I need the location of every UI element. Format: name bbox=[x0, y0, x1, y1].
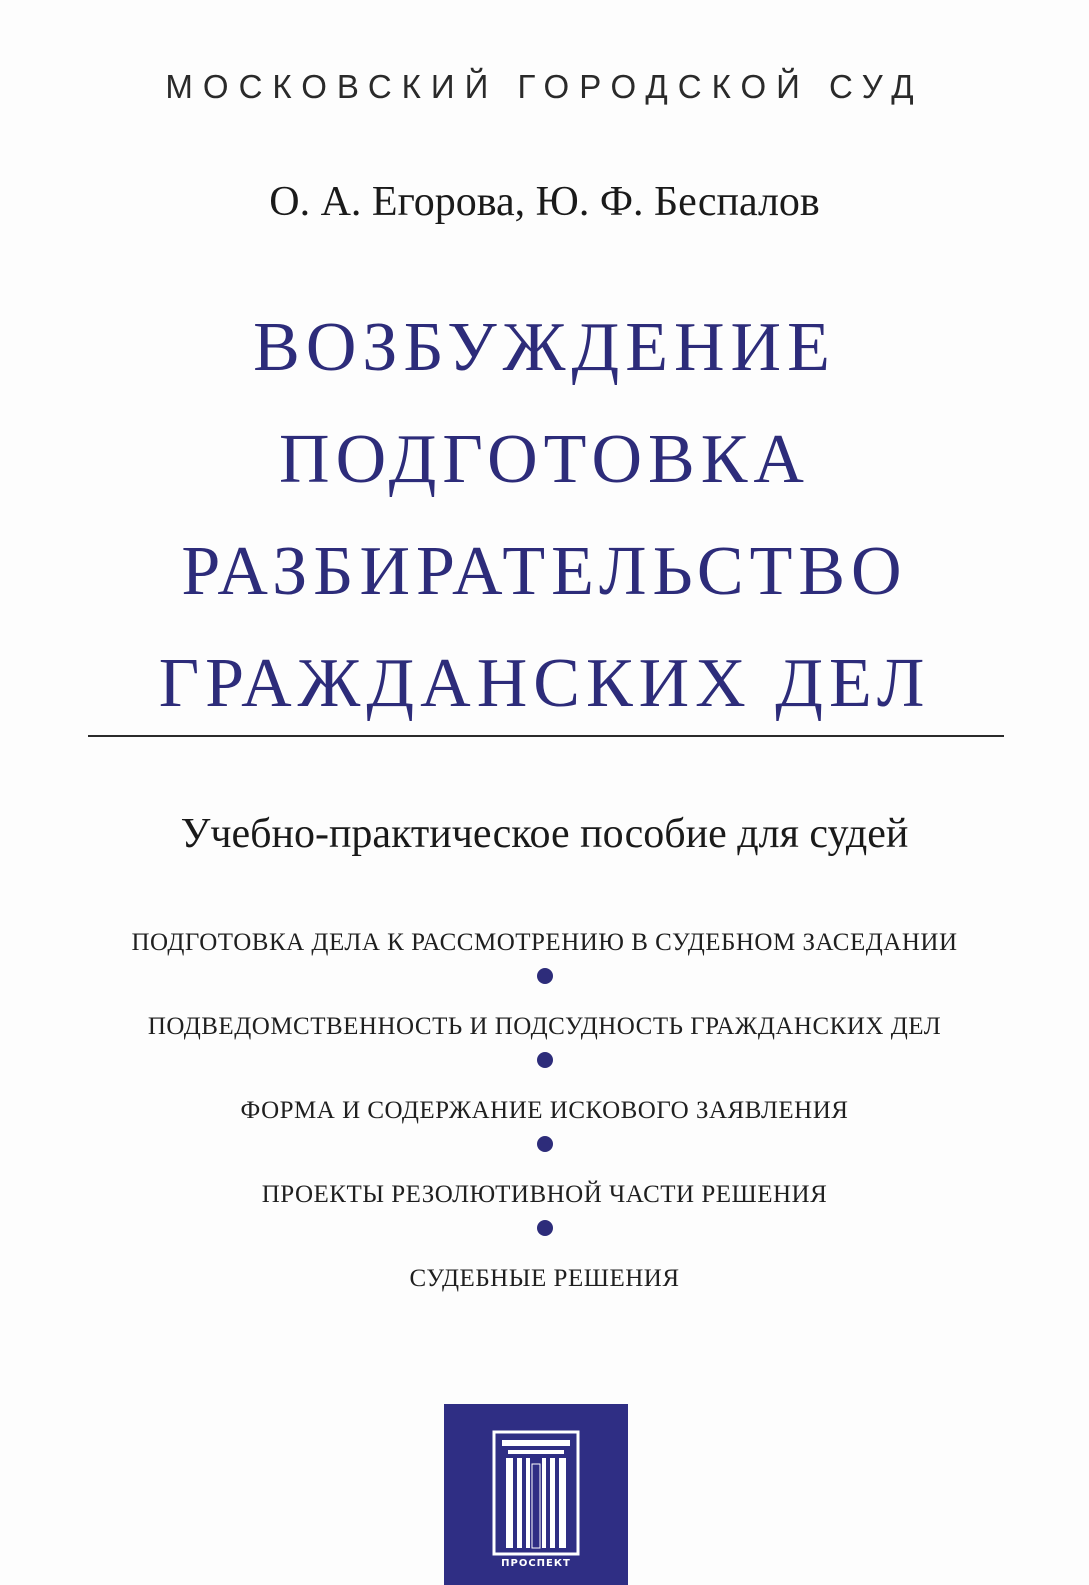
bullet-dot bbox=[537, 1136, 553, 1152]
topic-item: СУДЕБНЫЕ РЕШЕНИЯ bbox=[409, 1265, 680, 1292]
book-title bbox=[0, 292, 1089, 740]
authors: О. А. Егорова, Ю. Ф. Беспалов bbox=[269, 179, 820, 225]
title-line: РАЗБИРАТЕЛЬСТВО bbox=[181, 533, 908, 610]
title-line: ГРАЖДАНСКИХ ДЕЛ bbox=[158, 645, 931, 722]
publisher-logo bbox=[444, 1404, 628, 1585]
divider bbox=[88, 735, 1004, 737]
subtitle: Учебно-практическое пособие для судей bbox=[180, 811, 909, 857]
bullet-dot bbox=[537, 968, 553, 984]
court-name: МОСКОВСКИЙ ГОРОДСКОЙ СУД bbox=[165, 68, 924, 105]
topic-item: ПОДВЕДОМСТВЕННОСТЬ И ПОДСУДНОСТЬ ГРАЖДАНСКИХ ДЕЛ bbox=[147, 1013, 942, 1040]
title-line: ВОЗБУЖДЕНИЕ bbox=[253, 309, 836, 386]
title-line: ПОДГОТОВКА bbox=[279, 421, 810, 498]
topic-item: ПОДГОТОВКА ДЕЛА К РАССМОТРЕНИЮ В СУДЕБНОМ ЗАСЕДАНИИ bbox=[131, 929, 958, 956]
topic-item: ПРОЕКТЫ РЕЗОЛЮТИВНОЙ ЧАСТИ РЕШЕНИЯ bbox=[261, 1181, 828, 1208]
bullet-dot bbox=[537, 1052, 553, 1068]
bullet-dot bbox=[537, 1220, 553, 1236]
topics-list bbox=[0, 922, 1089, 1300]
topic-item: ФОРМА И СОДЕРЖАНИЕ ИСКОВОГО ЗАЯВЛЕНИЯ bbox=[240, 1097, 849, 1124]
publisher-name: ПРОСПЕКТ bbox=[501, 1558, 571, 1569]
